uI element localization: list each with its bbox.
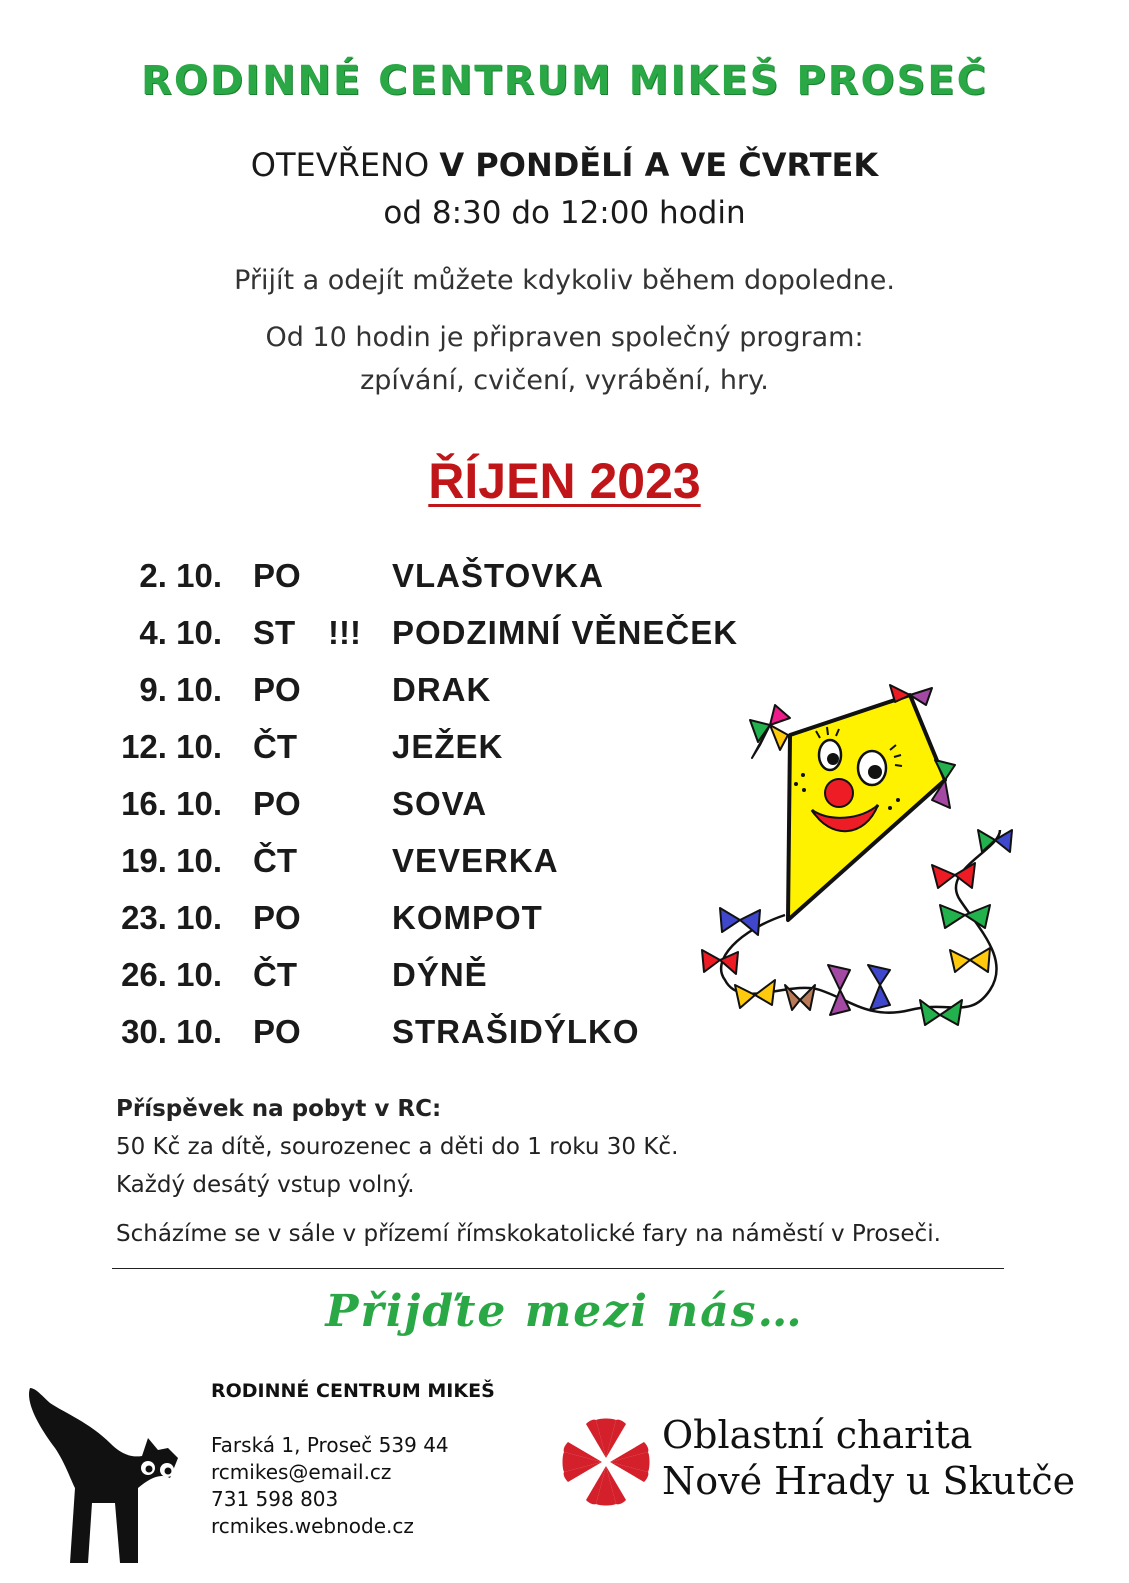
schedule-date: 23. 10. [121, 899, 222, 936]
contact-org: RODINNÉ CENTRUM MIKEŠ [211, 1380, 495, 1402]
schedule-row [0, 1013, 760, 1070]
schedule-date: 4. 10. [139, 614, 222, 651]
contact-email[interactable]: rcmikes@email.cz [211, 1460, 392, 1484]
schedule-row [0, 785, 760, 842]
schedule-theme: VLAŠTOVKA [392, 557, 604, 594]
opening-hours: od 8:30 do 12:00 hodin [383, 195, 746, 231]
schedule-day: ČT [253, 842, 297, 879]
month-title: ŘÍJEN 2023 [428, 453, 701, 509]
schedule-date: 30. 10. [121, 1013, 222, 1050]
schedule-row [0, 614, 760, 671]
fee-heading: Příspěvek na pobyt v RC: [116, 1096, 442, 1122]
open-days: V PONDĚLÍ A VE ČVRTEK [439, 146, 879, 184]
come-anytime-text: Přijít a odejít můžete kdykoliv během dopoledne. [234, 265, 895, 296]
schedule-list [0, 557, 760, 1070]
schedule-date: 9. 10. [139, 671, 222, 708]
schedule-day: ST [253, 614, 296, 651]
schedule-day: PO [253, 785, 301, 822]
schedule-row [0, 842, 760, 899]
fee-info [116, 1090, 678, 1204]
schedule-date: 12. 10. [121, 728, 222, 765]
schedule-theme: SOVA [392, 785, 488, 822]
page-title: RODINNÉ CENTRUM MIKEŠ PROSEČ [141, 58, 988, 104]
schedule-theme: DÝNĚ [392, 956, 488, 993]
fee-line: 50 Kč za dítě, sourozenec a děti do 1 roku 30 Kč. [116, 1134, 679, 1160]
schedule-theme: VEVERKA [392, 842, 559, 879]
contact-phone[interactable]: 731 598 803 [211, 1487, 339, 1511]
black-cat-logo [20, 1378, 195, 1573]
schedule-day: PO [253, 557, 301, 594]
schedule-day: ČT [253, 728, 297, 765]
schedule-theme: STRAŠIDÝLKO [392, 1013, 640, 1050]
contact-address: Farská 1, Proseč 539 44 [211, 1433, 449, 1457]
schedule-theme: PODZIMNÍ VĚNEČEK [392, 614, 739, 651]
schedule-day: PO [253, 899, 301, 936]
schedule-note: !!! [328, 614, 361, 651]
schedule-row [0, 956, 760, 1013]
schedule-row [0, 728, 760, 785]
schedule-day: ČT [253, 956, 297, 993]
schedule-row [0, 557, 760, 614]
slogan: Přijďte mezi nás… [325, 1286, 804, 1337]
charity-line1: Oblastní charita [662, 1413, 973, 1457]
open-prefix: OTEVŘENO [250, 146, 440, 184]
schedule-date: 2. 10. [139, 557, 222, 594]
charity-name [662, 1412, 1075, 1504]
schedule-theme: DRAK [392, 671, 492, 708]
kite-illustration [700, 680, 1030, 1060]
schedule-row [0, 671, 760, 728]
opening-days [0, 146, 1129, 184]
schedule-date: 19. 10. [121, 842, 222, 879]
program-text-line2: zpívání, cvičení, vyrábění, hry. [360, 365, 769, 396]
schedule-theme: KOMPOT [392, 899, 543, 936]
contact-block [211, 1380, 495, 1540]
schedule-day: PO [253, 1013, 301, 1050]
schedule-date: 26. 10. [121, 956, 222, 993]
program-text-line1: Od 10 hodin je připraven společný program: [265, 322, 864, 353]
divider [112, 1268, 1004, 1269]
charity-line2: Nové Hrady u Skutče [662, 1459, 1076, 1503]
schedule-row [0, 899, 760, 956]
meeting-place: Scházíme se v sále v přízemí římskokatolické fary na náměstí v Proseči. [116, 1221, 941, 1247]
contact-web[interactable]: rcmikes.webnode.cz [211, 1514, 414, 1538]
fee-line: Každý desátý vstup volný. [116, 1172, 415, 1198]
charity-cross-logo [560, 1416, 652, 1508]
schedule-theme: JEŽEK [392, 728, 504, 765]
schedule-day: PO [253, 671, 301, 708]
schedule-date: 16. 10. [121, 785, 222, 822]
